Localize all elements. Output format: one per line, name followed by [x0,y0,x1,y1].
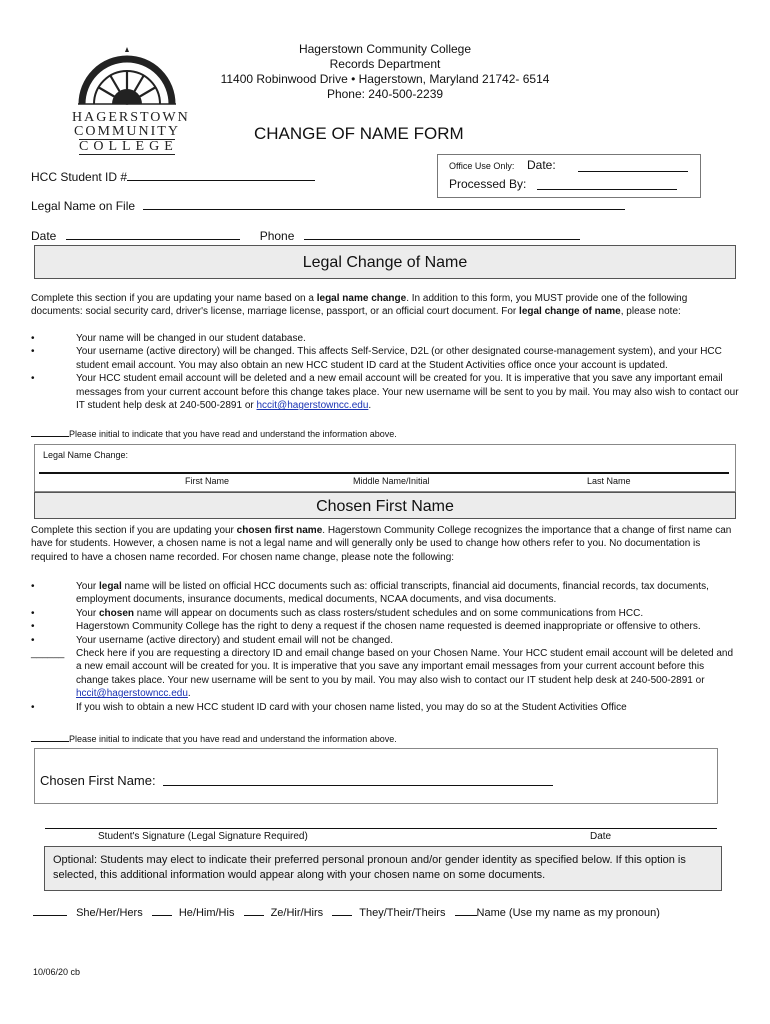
signature-date-label: Date [590,831,612,842]
header-address-block [200,42,570,102]
list-item [31,580,739,607]
chosen-intro-part: Complete this section if you are updating your [31,525,237,536]
office-use-label: Office Use Only: [449,161,515,171]
chosen-initial-row [31,731,397,746]
bullet-text: Check here if you are requesting a directory ID and email change based on your Chosen Name. Your HCC student email account will be deleted and a new email account will be created for you. It is imperative that you save any important email messages from your current account before this change takes place. Your new username will be sent to you by mail. You may also wish to contact our IT student help desk at 240-500-2891 or [76,648,734,686]
legal-name-change-box [34,444,736,492]
pronoun-option-name: Name (Use my name as my pronoun) [476,907,660,919]
bullet-text: Your username (active directory) and student email will not be changed. [76,634,394,646]
logo-text-line1: HAGERSTOWN [72,110,190,125]
pronoun-option-they: They/Their/Theirs [359,907,446,919]
legal-intro-bold: legal change of name [519,306,621,318]
bullet-text: name will be listed on official HCC documents such as: official transcripts, financial aid documents, financial records, tax documents, employment documents, insurance documents, medical documents, NCAA documents, and visa documents. [76,581,709,606]
legal-initial-row [31,426,397,441]
office-use-box [437,154,701,198]
signature-label: Student's Signature (Legal Signature Required) [98,831,308,842]
list-item [31,701,739,714]
checkbox-blank[interactable]: ______ [31,648,65,660]
bullet-text: Hagerstown Community College has the right to deny a request if the chosen name requested is deemed inappropriate or offensive to others. [76,621,701,633]
pronoun-checkbox-he[interactable] [152,905,172,916]
chosen-first-name-box [34,748,718,804]
office-processed-line[interactable] [537,179,677,190]
date-phone-row [31,229,580,244]
bullet-text: If you wish to obtain a new HCC student ID card with your chosen name listed, you may do so at the Student Activities Office [76,701,627,713]
list-item [31,345,739,372]
phone-input[interactable] [304,229,580,240]
bullet-marker: • [31,373,35,385]
logo-text-line3: COLLEGE [79,139,178,154]
list-item [31,620,739,633]
student-id-input[interactable] [127,170,315,181]
legal-initial-input[interactable] [31,426,69,437]
legal-name-label: Legal Name on File [31,199,136,213]
legal-initial-text: Please initial to indicate that you have read and understand the information above. [69,429,397,439]
legal-name-input[interactable] [143,199,625,210]
logo-text-line2: COMMUNITY [74,124,180,139]
pronoun-checkbox-name[interactable] [455,905,477,916]
legal-intro-part: Complete this section if you are updating your name based on a [31,293,317,304]
chosen-intro-text [31,524,737,564]
phone-number: Phone: 240-500-2239 [326,87,444,101]
optional-text: Optional: Students may elect to indicate their preferred personal pronoun and/or gender identity as specified below. If this option is selected, this additional information would appear along with your chosen name on some documents. [53,854,686,881]
chosen-name-section-header [34,492,736,519]
date-label: Date [31,229,57,243]
bullet-marker: • [31,346,35,358]
legal-name-change-label: Legal Name Change: [43,450,129,460]
bullet-marker: • [31,581,35,592]
chosen-name-title: Chosen First Name [316,498,454,515]
student-id-label: HCC Student ID # [31,170,128,184]
legal-intro-part: . In addition to this form, you MUST provide one of the following documents: social security card, driver's license, marriage license, passport, or an official court document. For [31,293,688,318]
bullet-text: Your username (active directory) will be changed. This affects Self-Service, D2L (or other designated course-management system), and your HCC student email account. You may also obtain an new HCC student ID card at the Student Activities office once your account is updated. [76,346,722,371]
legal-intro-part: , please note: [620,306,681,318]
legal-change-section-header [34,245,736,279]
pronoun-option-ze: Ze/Hir/Hirs [270,907,324,919]
bullet-text: . [187,688,191,700]
chosen-intro-part: . Hagerstown Community College recognizes the importance that a change of first name can have for students. However, a chosen name is not a legal name and will generally only be used to change how others refer to you. No documentation is required to have a chosen name recorded. For chosen name change, please note the following: [31,525,732,563]
middle-name-label: Middle Name/Initial [353,476,430,486]
student-id-row [31,170,315,185]
form-title: CHANGE OF NAME FORM [254,124,464,143]
list-item [31,634,739,647]
chosen-first-name-input[interactable] [163,775,553,786]
legal-intro-text [31,292,737,319]
college-logo [72,44,190,154]
list-item [31,372,739,412]
chosen-initial-text: Please initial to indicate that you have read and understand the information above. [69,734,397,744]
legal-intro-bold: legal name change [316,293,407,304]
pronoun-option-he: He/Him/His [178,907,235,919]
chosen-first-name-label: Chosen First Name: [40,773,156,788]
last-name-label: Last Name [587,476,631,486]
bullet-marker: • [31,621,35,633]
bullet-text: Your name will be changed in our student database. [76,333,306,344]
legal-name-row [31,199,625,214]
bullet-marker: • [31,634,35,646]
bullet-text: . [368,400,372,412]
bullet-text: name will appear on documents such as class rosters/student schedules and on some communications from HCC. [134,607,644,619]
bullet-bold: legal [98,581,122,592]
office-date-line[interactable] [578,161,688,172]
pronoun-checkbox-she[interactable] [33,905,67,916]
directory-change-checkbox-item[interactable] [31,647,739,701]
phone-label: Phone [259,229,295,243]
bullet-marker: • [31,607,35,619]
help-desk-email-link[interactable]: hccit@hagerstowncc.edu [76,688,188,700]
address: 11400 Robinwood Drive • Hagerstown, Maryland 21742- 6514 [220,72,550,86]
chosen-initial-input[interactable] [31,731,69,742]
bullet-text: Your HCC student email account will be deleted and a new email account will be created for you. It is imperative that you save any important email messages from your current account before this change takes place. Your new username will be sent to you by mail. You may also wish to contact our IT student help desk at 240-500-2891 or [76,373,739,412]
bullet-marker: • [31,701,35,713]
pronoun-checkbox-ze[interactable] [244,905,264,916]
first-name-label: First Name [185,476,230,486]
bullet-bold: chosen [98,607,134,619]
footer-revision: 10/06/20 cb [33,967,81,977]
list-item [31,332,739,345]
org-name: Hagerstown Community College [298,42,472,56]
pronoun-checkbox-they[interactable] [332,905,352,916]
pronoun-options [33,905,660,920]
pronoun-option-she: She/Her/Hers [76,907,143,919]
legal-name-entry-line[interactable] [39,472,729,474]
signature-line[interactable] [45,828,717,829]
bullet-text: Your [76,607,99,619]
office-date-label: Date: [527,158,556,172]
list-item [31,607,739,620]
office-processed-label: Processed By: [449,177,527,191]
date-input[interactable] [66,229,240,240]
legal-bullet-list [31,332,739,412]
help-desk-email-link[interactable]: hccit@hagerstowncc.edu [256,400,369,412]
chosen-intro-bold: chosen first name [236,525,323,536]
chosen-bullet-list [31,580,739,714]
bullet-text: Your [76,581,99,592]
legal-change-title: Legal Change of Name [302,254,468,271]
dept-name: Records Department [329,57,441,71]
logo-emblem-icon [72,44,182,106]
optional-pronoun-box [44,846,722,891]
bullet-marker: • [31,333,35,344]
